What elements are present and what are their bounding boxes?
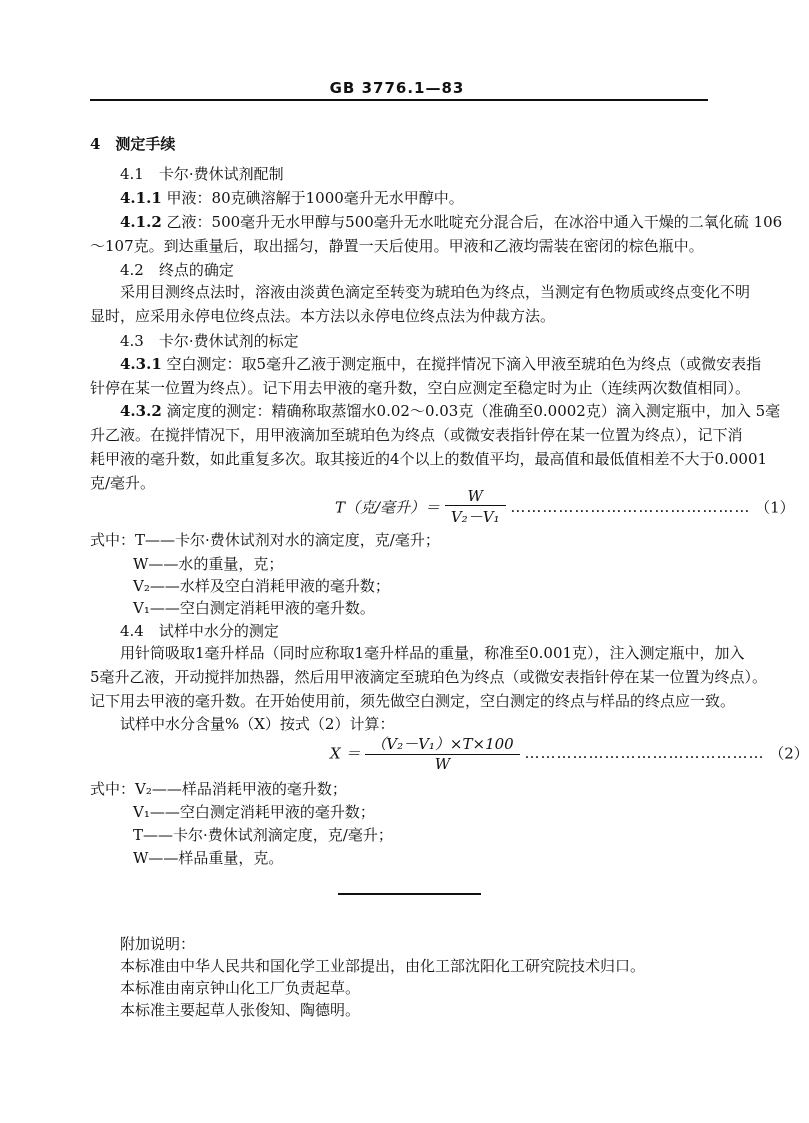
clause-number: 4.3.2 bbox=[120, 402, 162, 420]
formula-2-numerator: （V₂－V₁）×T×100 bbox=[365, 733, 519, 755]
section-4-3-heading: 4.3 卡尔·费休试剂的标定 bbox=[120, 332, 299, 350]
section-4-heading: 4 测定手续 bbox=[90, 135, 176, 153]
formula-2-number: （2） bbox=[769, 744, 809, 763]
formula-1-denominator: V₂－V₁ bbox=[450, 508, 500, 526]
paragraph-4-4-line-3: 记下用去甲液的毫升数。在开始使用前，须先做空白测定，空白测定的终点与样品的终点应一致。 bbox=[90, 692, 736, 710]
formula-2-leader: ……………………………………… bbox=[524, 744, 765, 762]
section-divider bbox=[338, 893, 481, 895]
note-line-2: 本标准由南京钟山化工厂负责起草。 bbox=[120, 979, 361, 997]
clause-text: 滴定度的测定：精确称取蒸馏水0.02～0.03克（准确至0.0002克）滴入测定瓶中，加入 5毫 bbox=[166, 402, 781, 420]
where-2-line-2: V₁——空白测定消耗甲液的毫升数； bbox=[133, 803, 375, 821]
section-4-1-heading: 4.1 卡尔·费休试剂配制 bbox=[120, 165, 284, 183]
formula-2-fraction bbox=[365, 733, 519, 773]
where-1-line-1: 式中：T——卡尔·费休试剂对水的滴定度，克/毫升； bbox=[90, 531, 440, 549]
clause-number: 4.3.1 bbox=[120, 355, 162, 373]
paragraph-4-4-line-4: 试样中水分含量%（X）按式（2）计算： bbox=[120, 715, 395, 733]
where-1-line-2: W——水的重量，克； bbox=[133, 555, 284, 573]
paragraph-4-4-line-2: 5毫升乙液，开动搅拌加热器，然后用甲液滴定至琥珀色为终点（或微安表指针停在某一位置为终点）。 bbox=[90, 668, 768, 686]
paragraph-4-3-2-line-2: 升乙液。在搅拌情况下，用甲液滴加至琥珀色为终点（或微安表指针停在某一位置为终点），记下消 bbox=[90, 426, 743, 444]
formula-2-lhs: X ＝ bbox=[330, 744, 361, 763]
clause-text: 乙液：500毫升无水甲醇与500毫升无水吡啶充分混合后，在冰浴中通入干燥的二氧化硫 106 bbox=[166, 213, 783, 231]
formula-1-leader: ……………………………………… bbox=[510, 498, 751, 516]
note-title: 附加说明： bbox=[120, 935, 196, 953]
section-4-2-heading: 4.2 终点的确定 bbox=[120, 261, 234, 279]
section-4-4-heading: 4.4 试样中水分的测定 bbox=[120, 622, 279, 640]
formula-1-lhs: T（克/毫升）＝ bbox=[335, 498, 441, 517]
formula-1-fraction bbox=[445, 487, 506, 527]
where-2-line-3: T——卡尔·费休试剂滴定度，克/毫升； bbox=[133, 826, 393, 844]
paragraph-4-3-2-line-4: 克/毫升。 bbox=[90, 474, 156, 492]
note-line-3: 本标准主要起草人张俊知、陶德明。 bbox=[120, 1001, 361, 1019]
formula-1-numerator: W bbox=[445, 487, 506, 506]
note-line-1: 本标准由中华人民共和国化学工业部提出，由化工部沈阳化工研究院技术归口。 bbox=[120, 957, 646, 975]
paragraph-4-1-2-line-2: ～107克。到达重量后，取出摇匀，静置一天后使用。甲液和乙液均需装在密闭的棕色瓶中。 bbox=[90, 237, 704, 255]
paragraph-4-3-1-line-2: 针停在某一位置为终点）。记下用去甲液的毫升数，空白应测定至稳定时为止（连续两次数值相同）。 bbox=[90, 379, 751, 397]
page-header: GB 3776.1—83 bbox=[329, 79, 465, 97]
paragraph-4-2-line-2: 显时，应采用永停电位终点法。本方法以永停电位终点法为仲裁方法。 bbox=[90, 307, 556, 325]
paragraph-4-2-line-1: 采用目测终点法时，溶液由淡黄色滴定至转变为琥珀色为终点，当测定有色物质或终点变化不明 bbox=[120, 283, 751, 301]
where-1-line-4: V₁——空白测定消耗甲液的毫升数。 bbox=[133, 599, 375, 617]
formula-1 bbox=[335, 487, 795, 527]
clause-number: 4.1.1 bbox=[120, 189, 162, 207]
formula-2-denominator: W bbox=[434, 755, 451, 773]
paragraph-4-1-2-line-1 bbox=[120, 211, 782, 232]
paragraph-4-3-1-line-1 bbox=[120, 353, 761, 374]
formula-2 bbox=[330, 733, 809, 773]
paragraph-4-3-2-line-1 bbox=[120, 400, 780, 421]
where-1-line-3: V₂——水样及空白消耗甲液的毫升数； bbox=[133, 577, 390, 595]
where-2-line-1: 式中：V₂——样品消耗甲液的毫升数； bbox=[90, 780, 347, 798]
paragraph-4-1-1 bbox=[120, 187, 464, 208]
clause-number: 4.1.2 bbox=[120, 213, 162, 231]
clause-text: 甲液：80克碘溶解于1000毫升无水甲醇中。 bbox=[166, 189, 464, 207]
header-rule bbox=[90, 99, 708, 101]
clause-text: 空白测定：取5毫升乙液于测定瓶中，在搅拌情况下滴入甲液至琥珀色为终点（或微安表指 bbox=[166, 355, 762, 373]
paragraph-4-3-2-line-3: 耗甲液的毫升数，如此重复多次。取其接近的4个以上的数值平均，最高值和最低值相差不大于0.0001 bbox=[90, 450, 768, 468]
formula-1-number: （1） bbox=[755, 498, 795, 517]
paragraph-4-4-line-1: 用针筒吸取1毫升样品（同时应称取1毫升样品的重量，称准至0.001克），注入测定瓶中，加入 bbox=[120, 644, 745, 662]
where-2-line-4: W——样品重量，克。 bbox=[133, 849, 284, 867]
